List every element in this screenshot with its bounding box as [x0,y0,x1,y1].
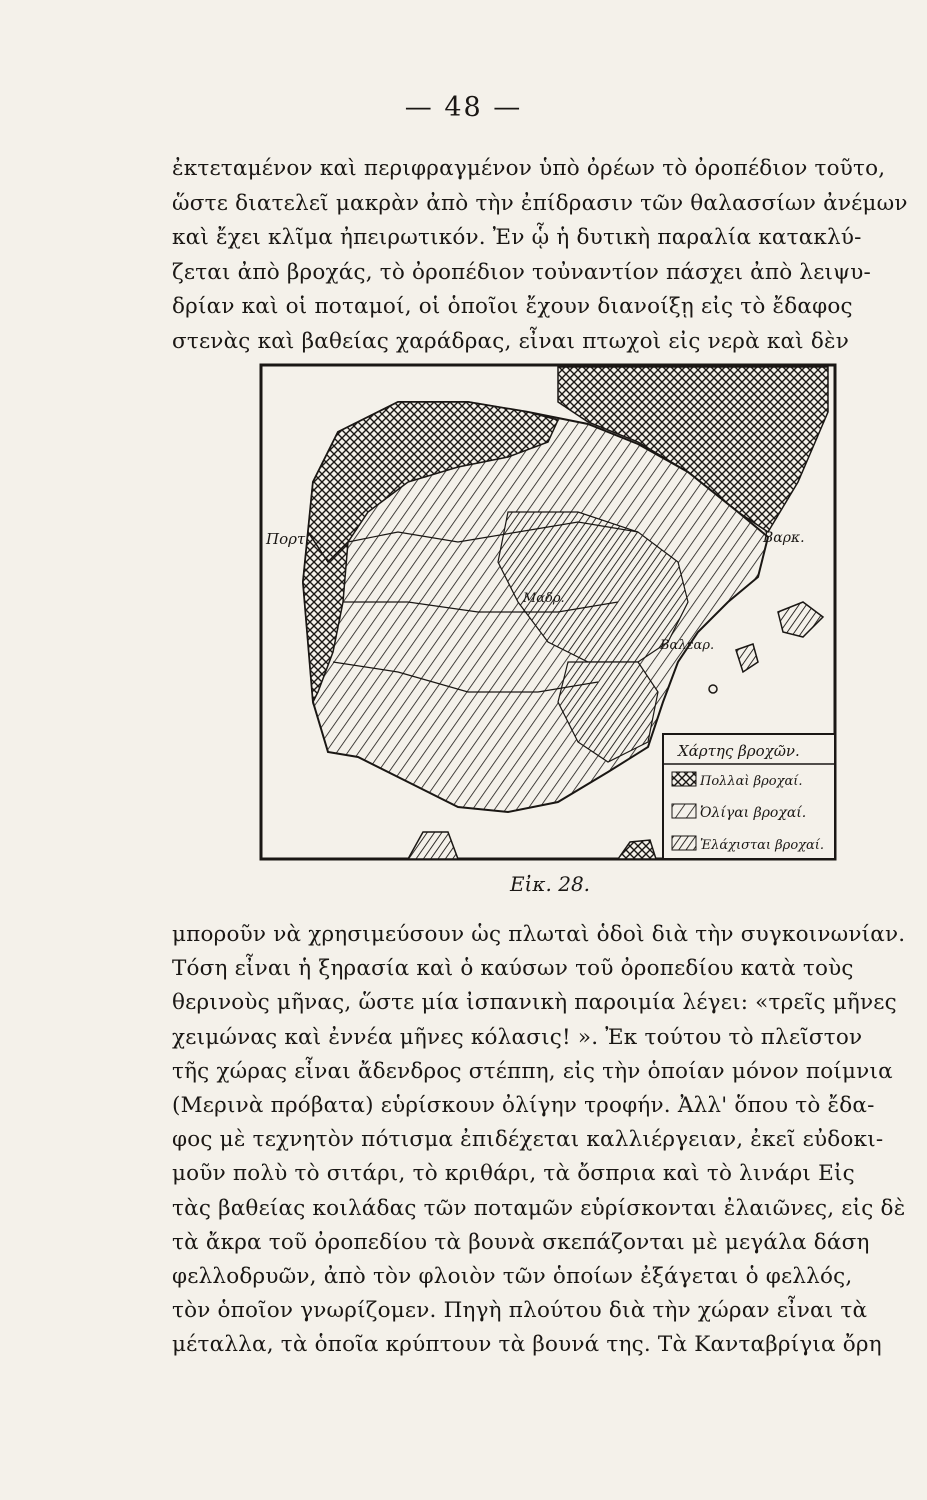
legend-swatch-heavy [672,772,696,786]
text-line: (Μερινὰ πρόβατα) εὑρίσκουν ὀλίγην τροφήν. Ἀλλ' ὅπου τὸ ἔδα- [172,1093,875,1119]
text-line: τὸν ὁποῖον γνωρίζομεν. Πηγὴ πλούτου διὰ τὴν χώραν εἶναι τὰ [172,1298,868,1324]
label-barcelona: Βαρκ. [763,530,805,546]
text-line: ὥστε διατελεῖ μακρὰν ἀπὸ τὴν ἐπίδρασιν τῶν θαλασσίων ἀνέμων [172,190,908,216]
text-line: στενὰς καὶ βαθείας χαράδρας, εἶναι πτωχοὶ εἰς νερὰ καὶ δὲν [172,328,849,354]
rainfall-map-figure [258,362,838,862]
text-line: ζεται ἀπὸ βροχάς, τὸ ὀροπέδιον τοὐναντίον πάσχει ἀπὸ λειψυ- [172,259,871,285]
text-line: φος μὲ τεχνητὸν πότισμα ἐπιδέχεται καλλιέργειαν, ἐκεῖ εὐδοκι- [172,1127,884,1153]
text-line: καὶ ἔχει κλῖμα ἠπειρωτικόν. Ἐν ᾧ ἡ δυτικὴ παραλία κατακλύ- [172,225,862,250]
top-paragraph [172,152,912,359]
text-line: μποροῦν νὰ χρησιμεύσουν ὡς πλωταὶ ὁδοὶ διὰ τὴν συγκοινωνίαν. [172,922,906,947]
legend-label: Ἐλάχισται βροχαί. [700,838,825,853]
text-line: χειμώνας καὶ ἐννέα μῆνες κόλασις! ». Ἐκ τούτου τὸ πλεῖστον [172,1024,863,1050]
text-line: ἐκτεταμένον καὶ περιφραγμένον ὑπὸ ὀρέων τὸ ὀροπέδιον τοῦτο, [172,156,886,181]
text-line: μοῦν πολὺ τὸ σιτάρι, τὸ κριθάρι, τὰ ὄσπρια καὶ τὸ λινάρι Εἰς [172,1161,855,1187]
text-line: δρίαν καὶ οἱ ποταμοί, οἱ ὁποῖοι ἔχουν διανοίξῃ εἰς τὸ ἔδαφος [172,294,853,319]
legend-title: Χάρτης βροχῶν. [678,742,800,760]
legend-label: Ὀλίγαι βροχαί. [700,805,807,821]
legend-swatch-least [672,836,696,850]
page-number: — 48 — [404,92,523,123]
figure-caption: Εἰκ. 28. [509,872,591,896]
text-line: τὰ ἄκρα τοῦ ὀροπεδίου τὰ βουνὰ σκεπάζονται μὲ μεγάλα δάση [172,1229,870,1255]
legend-swatch-light [672,804,696,818]
label-madrid: Μαδρ. [523,591,565,606]
legend-label: Πολλαὶ βροχαί. [700,774,803,789]
text-line: τὰς βαθείας κοιλάδας τῶν ποταμῶν εὑρίσκονται ἐλαιῶνες, εἰς δὲ [172,1195,906,1221]
map-legend [663,734,835,859]
text-line: μέταλλα, τὰ ὁποῖα κρύπτουν τὰ βουνά της. Τὰ Κανταβρίγια ὄρη [172,1332,882,1358]
label-balearic: Βαλεαρ. [660,638,715,653]
text-line: τῆς χώρας εἶναι ἄδενδρος στέππη, εἰς τὴν ὁποίαν μόνον ποίμνια [172,1058,893,1084]
bottom-paragraph [172,918,912,1363]
text-line: θερινοὺς μῆνας, ὥστε μία ἰσπανικὴ παροιμία λέγει: «τρεῖς μῆνες [172,990,897,1016]
label-portugal: Πορτ. [266,530,310,548]
text-line: φελλοδρυῶν, ἀπὸ τὸν φλοιὸν τῶν ὁποίων ἐξάγεται ὁ φελλός, [172,1264,853,1290]
iberia-rainfall-map [258,362,838,862]
text-line: Τόση εἶναι ἡ ξηρασία καὶ ὁ καύσων τοῦ ὀροπεδίου κατὰ τοὺς [172,956,854,982]
